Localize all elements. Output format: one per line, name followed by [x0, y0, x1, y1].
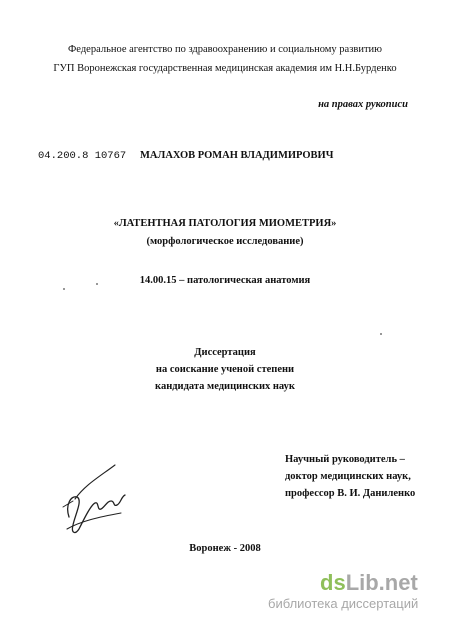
scan-speck: [63, 288, 65, 290]
dissertation-title: «ЛАТЕНТНАЯ ПАТОЛОГИЯ МИОМЕТРИЯ»: [113, 218, 337, 229]
dissertation-label: Диссертация: [194, 347, 256, 358]
agency-name: Федеральное агентство по здравоохранению и социальному развитию: [68, 44, 382, 55]
supervisor-degree: доктор медицинских наук,: [285, 471, 411, 482]
supervisor-name: профессор В. И. Даниленко: [285, 488, 416, 499]
rights-note: на правах рукописи: [318, 99, 408, 110]
supervisor-block: [285, 451, 445, 502]
watermark-tagline: библиотека диссертаций: [268, 596, 419, 611]
watermark-brand-prefix: ds: [320, 570, 346, 595]
scan-speck: [380, 333, 382, 335]
degree-name: кандидата медицинских наук: [155, 381, 295, 392]
signature-image: [55, 455, 135, 545]
degree-purpose: на соискание ученой степени: [155, 364, 295, 375]
author-name: МАЛАХОВ РОМАН ВЛАДИМИРОВИЧ: [140, 150, 334, 161]
watermark-logo: [320, 570, 418, 596]
dissertation-subtitle: (морфологическое исследование): [146, 236, 304, 247]
registry-number: 04.200.8 10767: [38, 150, 127, 162]
academy-name: ГУП Воронежская государственная медицинская академия им Н.Н.Бурденко: [53, 63, 397, 74]
watermark-brand-suffix: Lib.net: [345, 570, 418, 595]
scan-speck: [96, 283, 98, 285]
supervisor-role: Научный руководитель –: [285, 454, 405, 465]
specialty-code: 14.00.15 – патологическая анатомия: [139, 275, 311, 286]
place-and-year: Воронеж - 2008: [189, 543, 261, 554]
